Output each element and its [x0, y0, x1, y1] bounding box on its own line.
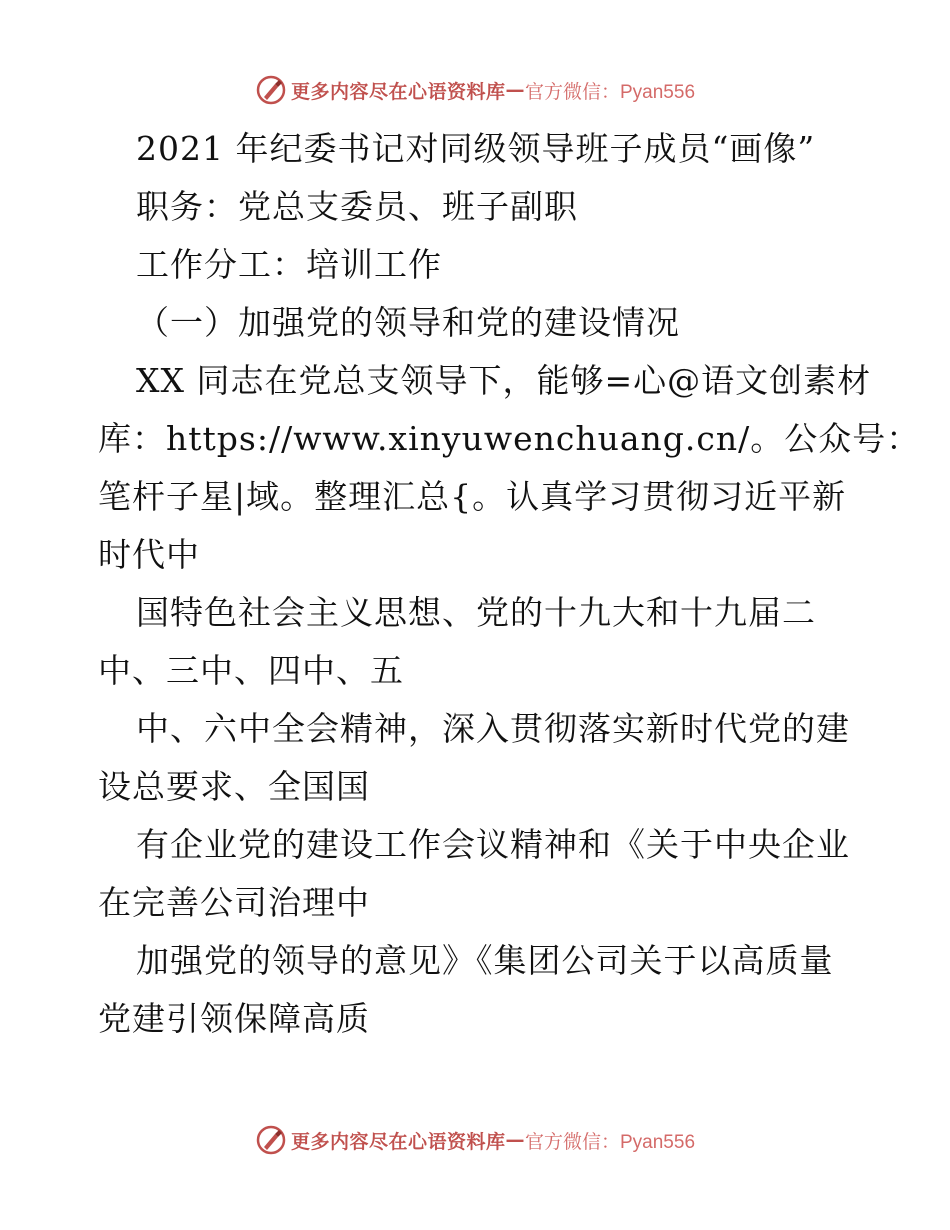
section-heading: （一）加强党的领导和党的建设情况 [136, 303, 680, 342]
paragraph-line: 设总要求、全国国 [98, 767, 370, 806]
paragraph-line: 中、六中全会精神，深入贯彻落实新时代党的建 [136, 709, 850, 748]
pen-circle-icon [255, 1124, 287, 1156]
document-body [98, 120, 921, 1048]
paragraph-line: 时代中 [98, 535, 200, 574]
duty-line: 工作分工：培训工作 [136, 245, 442, 284]
footer-watermark [0, 1120, 950, 1160]
paragraph-line: 中、三中、四中、五 [98, 651, 404, 690]
paragraph-line: 国特色社会主义思想、党的十九大和十九届二 [136, 593, 816, 632]
watermark-contact: 官方微信：Pyan556 [525, 1131, 696, 1153]
watermark-text: 更多内容尽在心语资料库 [290, 80, 506, 103]
position-line: 职务：党总支委员、班子副职 [136, 187, 578, 226]
header-watermark [0, 70, 950, 110]
watermark-text: 更多内容尽在心语资料库 [290, 1130, 506, 1153]
paragraph-line: 在完善公司治理中 [98, 883, 370, 922]
paragraph-line: 加强党的领导的意见》《集团公司关于以高质量 [136, 941, 834, 980]
paragraph-line: 库：https://www.xinyuwenchuang.cn/。公众号： [98, 419, 921, 458]
paragraph-line: 党建引领保障高质 [98, 999, 370, 1038]
paragraph-line: XX 同志在党总支领导下，能够=心@语文创素材 [136, 361, 872, 400]
document-title: 2021 年纪委书记对同级领导班子成员“画像” [136, 129, 816, 168]
paragraph-line: 笔杆子星|域。整理汇总{。认真学习贯彻习近平新 [98, 477, 847, 516]
watermark-dash: — [505, 1129, 525, 1151]
watermark-dash: — [505, 79, 525, 101]
pen-circle-icon [255, 74, 287, 106]
paragraph-line: 有企业党的建设工作会议精神和《关于中央企业 [136, 825, 850, 864]
watermark-contact: 官方微信：Pyan556 [525, 81, 696, 103]
